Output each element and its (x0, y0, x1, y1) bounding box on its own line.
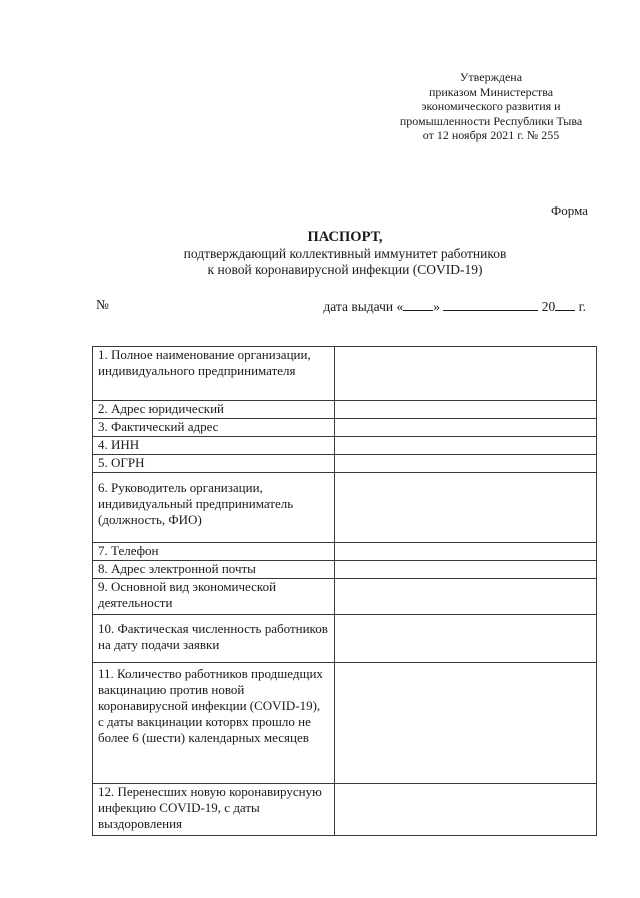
row-label: 10. Фактическая численность работников на дату подачи заявки (93, 615, 335, 663)
row-value[interactable] (335, 347, 597, 401)
date-quote-close: » (433, 299, 440, 314)
row-value[interactable] (335, 437, 597, 455)
table-row (93, 473, 597, 543)
row-value[interactable] (335, 455, 597, 473)
approval-line: промышленности Республики Тыва (399, 113, 583, 128)
row-value[interactable] (335, 579, 597, 615)
row-value[interactable] (335, 543, 597, 561)
passport-table (92, 346, 597, 836)
year-prefix: 20 (541, 299, 556, 314)
subtitle-line: подтверждающий коллективный иммунитет работников (183, 246, 507, 261)
table-row (93, 419, 597, 437)
row-label: 4. ИНН (93, 437, 335, 455)
row-value[interactable] (335, 663, 597, 784)
table-row (93, 401, 597, 419)
row-value[interactable] (335, 401, 597, 419)
approval-stamp (380, 70, 602, 143)
subtitle-line: к новой коронавирусной инфекции (COVID-19) (207, 261, 483, 277)
number-date-row (96, 297, 586, 315)
table-row (93, 561, 597, 579)
table-row (93, 784, 597, 836)
year-blank[interactable] (555, 297, 575, 311)
title-subtitle (100, 246, 590, 277)
row-label: 2. Адрес юридический (93, 401, 335, 419)
table-row (93, 455, 597, 473)
row-label: 3. Фактический адрес (93, 419, 335, 437)
table-row (93, 579, 597, 615)
row-label: 12. Перенесших новую коронавирусную инфекцию COVID-19, с даты выздоровления (93, 784, 335, 836)
row-value[interactable] (335, 615, 597, 663)
issue-date (323, 297, 586, 315)
year-suffix: г. (578, 299, 586, 314)
row-label: 8. Адрес электронной почты (93, 561, 335, 579)
table-row (93, 437, 597, 455)
row-label: 5. ОГРН (93, 455, 335, 473)
row-label: 7. Телефон (93, 543, 335, 561)
row-value[interactable] (335, 473, 597, 543)
row-value[interactable] (335, 784, 597, 836)
row-label: 11. Количество работников продшедщих вакцинацию против новой коронавирусной инфекции (COVID-19), с даты вакцинации которвх прошло не более 6 (шести) календарных месяцев (93, 663, 335, 784)
title-main: ПАСПОРТ, (307, 229, 383, 245)
date-prefix: дата выдачи « (323, 299, 404, 314)
table-row (93, 663, 597, 784)
table-row (93, 543, 597, 561)
approval-line: от 12 ноября 2021 г. № 255 (422, 128, 560, 142)
row-value[interactable] (335, 561, 597, 579)
approval-line: Утверждена (459, 70, 523, 84)
row-label: 6. Руководитель организации, индивидуальный предприниматель (должность, ФИО) (93, 473, 335, 543)
table-row (93, 615, 597, 663)
month-blank[interactable] (443, 297, 538, 311)
approval-line: экономического развития и (421, 99, 561, 113)
row-label: 1. Полное наименование организации, индивидуального предпринимателя (93, 347, 335, 401)
row-value[interactable] (335, 419, 597, 437)
table-row (93, 347, 597, 401)
form-label: Форма (551, 203, 588, 218)
day-blank[interactable] (403, 297, 433, 311)
approval-line: приказом Министерства (428, 84, 554, 99)
document-title (100, 229, 590, 277)
row-label: 9. Основной вид экономической деятельности (93, 579, 335, 615)
number-sign: № (96, 297, 109, 312)
